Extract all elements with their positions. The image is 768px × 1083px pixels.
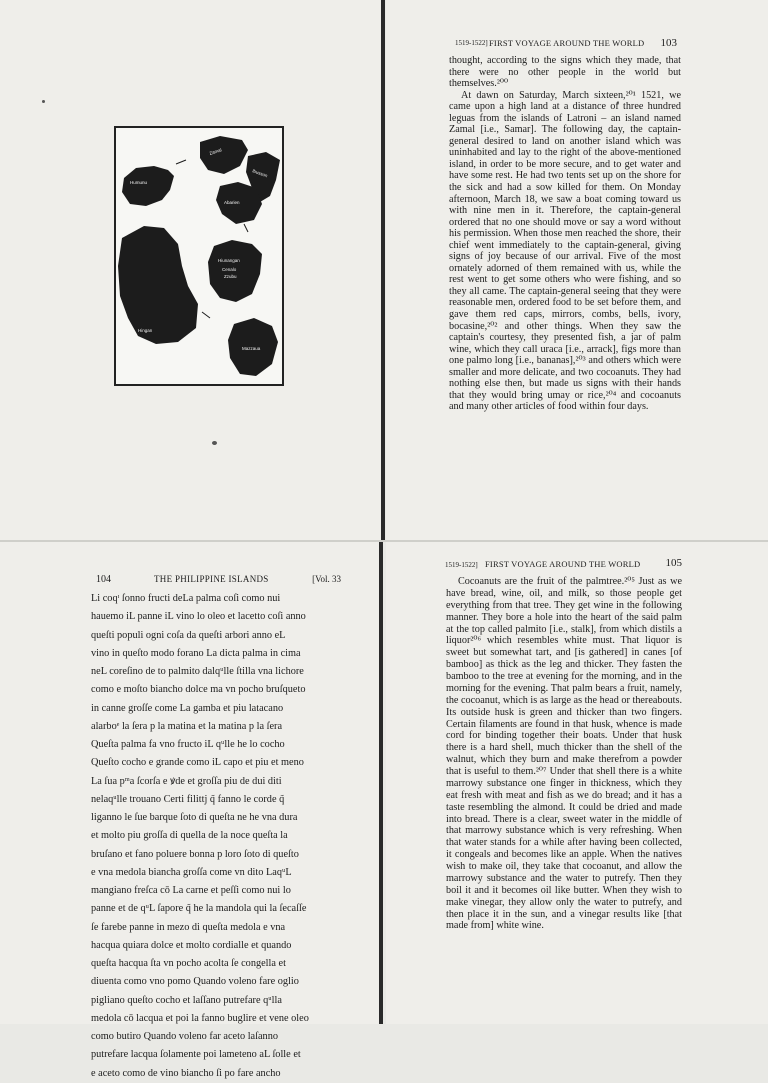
running-header-104 [96,574,341,588]
text-line: medola cō lacqua et poi la fanno buglire et vene oleo [91,1012,309,1024]
text-line: diuenta como vno pomo Quando voleno fare oglio [91,976,299,988]
map-label: Zamal [208,147,223,156]
text-line: queſta hacqua ſta vn pocho acolta ſe congella et [91,958,286,969]
header-title: FIRST VOYAGE AROUND THE WORLD [485,559,641,569]
text-line: putrefare lacqua ſolamente poi lameteno aL ſolle et [91,1049,301,1061]
map-label: Mazzaua [242,346,261,351]
header-title: THE PHILIPPINE ISLANDS [154,574,269,584]
scan-divider [0,540,768,542]
book-gutter-bottom [379,542,383,1024]
text-line: in canne groſſe come La gamba et piu latacano [91,702,284,714]
text-line: Li coqᶦ ſonno fructi deLa palma coſi como nui [91,593,281,604]
text-line: pigliano queſto cocho et laſſano putrefare qᵘlla [91,994,282,1006]
map-label: Cenalo [222,267,237,272]
text-line: ſe farebe panne in mezo di queſta medola e vna [91,921,286,933]
text-line: mangiano freſca cō La carne et peſſi como nui lo [91,885,291,896]
page-number: 105 [665,557,682,569]
text-line: como e moſto biancho dolce ma vn pocho bruſqueto [91,684,306,696]
text-line: Queſto cocho e grande como iL capo et piu et meno [91,757,304,769]
text-line: como butiro Quando voleno far aceto laſanno [91,1031,278,1042]
map-label: Ibusson [251,168,269,179]
text-line: e vna medola biancha groſſa come vn dito LaqᵘL [91,866,292,878]
text-line: nelaqᵘlle trouano Certi filittj q̃ fanno le corde q̃ [91,793,285,805]
header-title: FIRST VOYAGE AROUND THE WORLD [489,38,645,48]
header-date-range: 1519-1522] [445,561,478,569]
text-line: alarboᵉ la ſera p la matina et la matina p la ſera [91,720,283,732]
map-label: Humunu [130,180,148,185]
text-line: liganno le ſue barque ſoto di queſta ne he vna dura [91,812,298,823]
page-number: 104 [96,574,111,585]
text-line: La ſua pᵐa ſcorſa e ꝟde et groſſa piu de dui diti [91,775,282,787]
text-line: Queſta palma fa vno fructo iL qᵘlle he lo cocho [91,739,285,750]
island-shape [118,226,198,344]
paragraph: At dawn on Saturday, March sixteen,²⁰¹ 1521, we came upon a high land at a distance of three hundred leguas from the islands of Latroni – an island named Zamal [i.e., Samar]. The following day, the captain-general desired to land on another island which was uninhabited and lay to the right of the above-mentioned island, in order to be more secure, and to get water and have some rest. He had two tents set up on the shore for the sick and had a sow killed for them. On Monday afternoon, March 18, we saw a boat coming toward us with nine men in it. Therefore, the captain-general ordered that no one should move or say a word without his permission. When those men reached the shore, their chief went immediately to the captain-general, giving signs of joy because of our arrival. Five of the most ornately adorned of them remained with us, while the rest went to get some others who were fishing, and so they all came. The captain-general seeing that they were reasonable men, ordered food to be set before them, and gave them red caps, mirrors, combs, bells, ivory, bocasine,²⁰² and other things. When they saw the captain's courtesy, they presented fish, a jar of palm wine, which they call uraca [i.e., arrack], figs more than one palmo long [i.e., bananas],²⁰³ and others which were smaller and more delicate, and two cocoanuts. They had nothing else then, but made us signs with their hands that they would bring umay or rice,²⁰⁴ and cocoanuts and many other articles of food within four days. [449,89,681,413]
page-103-body [449,55,681,413]
text-line: hacqua quiara dolce et molto cordialle et quando [91,939,292,951]
map-label: Abarien [224,200,240,205]
text-line: hauemo iL panne iL vino lo oleo et lacetto coſi anno [91,611,306,623]
text-line: queſti populi ogni coſa da queſti arbori anno eL [91,629,286,641]
page-number: 103 [660,37,677,49]
text-line: panne et de qᵘL ſapore q̃ he la mandola qui la ſecaſſe [91,903,307,915]
island-shape [122,166,174,206]
header-date-range: 1519-1522] [455,39,488,47]
speck [42,100,45,103]
paragraph: thought, according to the signs which they made, that there were no other people in the world but themselves.²⁰⁰ [449,55,681,90]
island-shape [200,136,248,174]
header-volume: [Vol. 33 [312,574,341,584]
text-line: vino in queſto modo forano La dicta palma in cima [91,647,301,659]
text-line: e aceto como de vino biancho ſi po fare ancho [91,1067,281,1079]
book-gutter-top [381,0,385,540]
text-line: bruſano et fano poluere bonna p loro ſoto di queſto [91,848,299,860]
text-line: neL coreſino de to palmito dalqᵘlle ſtilla vna lichore [91,666,304,677]
map-label: Hiunangan [218,258,240,263]
page-105-body [446,576,682,932]
map-label: Hingan [138,328,153,333]
page-104-italian-text [91,590,342,1083]
text-line: et molto piu groſſa di quella de la noce queſta la [91,830,288,842]
speck [212,441,217,445]
island-map [114,126,284,386]
paragraph: Cocoanuts are the fruit of the palmtree.²⁰⁵ Just as we have bread, wine, oil, and milk, so those people get everything from that tree. They get wine in the following manner. They bore a hole into the heart of the said palm at the top called palmito [i.e., stalk], from which distils a liquor²⁰⁶ which resembles white must. That liquor is sweet but somewhat tart, and [is gathered] in canes [of bamboo] as thick as the leg and thicker. They fasten the bamboo to the tree at evening for the morning, and in the morning for the evening. That palm bears a fruit, namely, the cocoanut, which is as large as the head or thereabouts. Its outside husk is green and thicker than two fingers. Certain filaments are found in that husk, whence is made cord for binding together their boats. Under that husk there is a hard shell, much thicker than the shell of the walnut, which they burn and make therefrom a powder that is useful to them.²⁰⁷ Under that shell there is a white marrowy substance one finger in thickness, which they eat fresh with meat and fish as we do bread; and it has a taste resembling the almond. It could be dried and made into bread. There is a clear, sweet water in the middle of that marrowy substance which is very refreshing. When that water stands for a while after having been collected, it congeals and becomes like an apple. When the natives wish to make oil, they take that cocoanut, and allow the marrowy substance and the water to putrefy. Then they boil it and it becomes oil like butter. When they wish to make vinegar, they allow only the water to putrefy, and then place it in the sun, and a vinegar results like [that made from] white wine. [446,576,682,932]
map-label: Zzubu [224,274,237,279]
map-illustration [116,128,282,384]
